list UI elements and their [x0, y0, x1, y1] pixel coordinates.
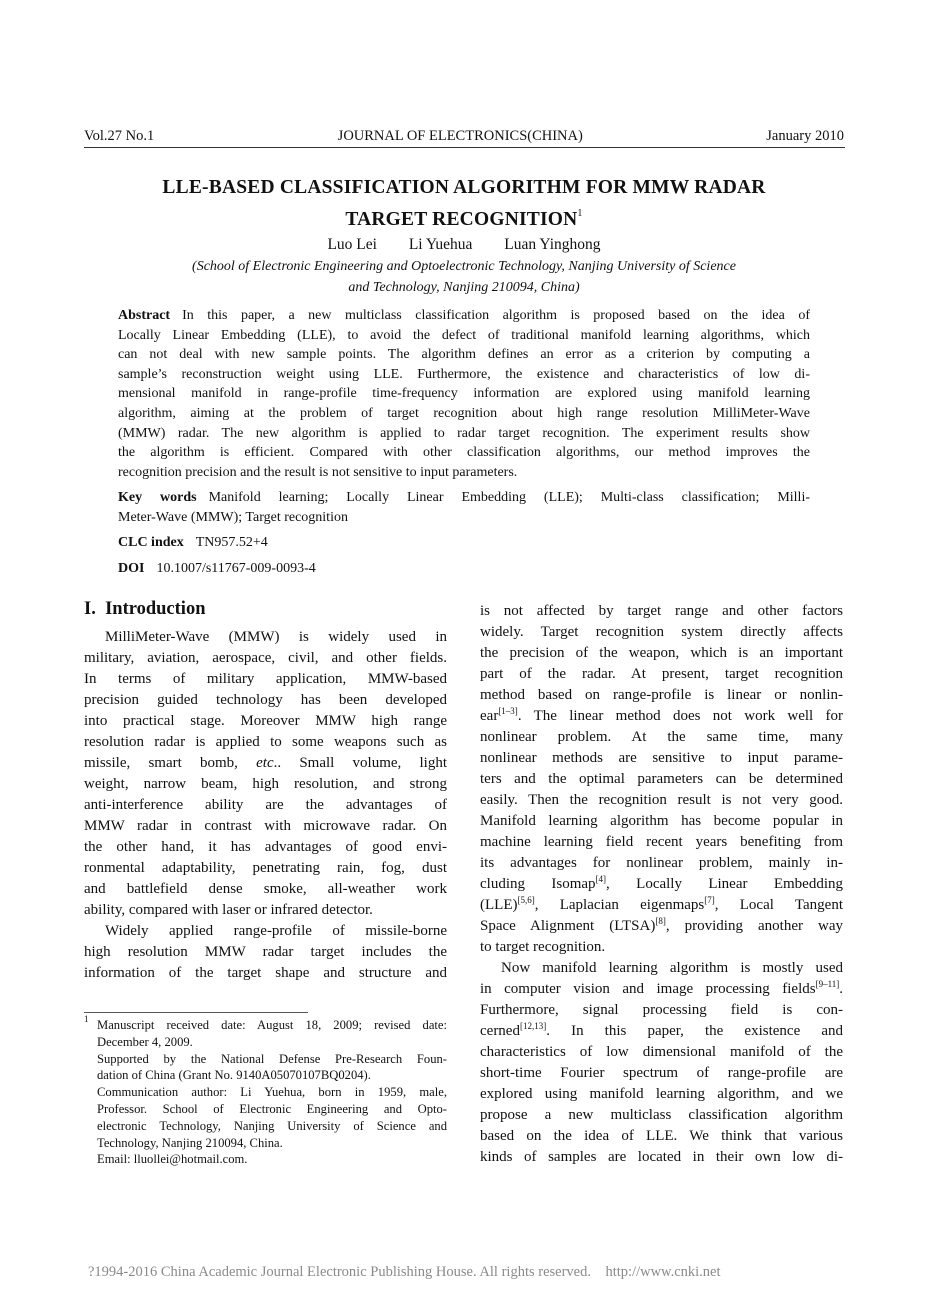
text: ear [480, 708, 499, 724]
text-line [480, 979, 843, 1000]
keywords-line [118, 488, 810, 508]
footnote-line: Professor. School of Electronic Engineering and Opto- [97, 1101, 447, 1116]
footnote-line: Manuscript received date: August 18, 2009; revised date: [97, 1018, 447, 1032]
paragraph [480, 601, 843, 958]
text-line: resolution radar is applied to some weapons such as [84, 734, 447, 750]
left-column [84, 627, 447, 984]
doi-value: 10.1007/s11767-009-0093-4 [156, 561, 316, 576]
footnote-mark: 1 [84, 1014, 89, 1024]
text-line: into practical stage. Moreover MMW high range [84, 713, 447, 729]
text: Space Alignment (LTSA) [480, 918, 656, 934]
citation: [4] [595, 874, 607, 884]
text-line [480, 895, 843, 916]
text-line: part of the radar. At present, target recognition [480, 666, 843, 682]
text-line: characteristics of low dimensional manifold of the [480, 1044, 843, 1060]
text: .. Small volume, light [273, 755, 447, 771]
paragraph [84, 627, 447, 921]
clc-index [118, 535, 268, 551]
title-text: TARGET RECOGNITION [345, 209, 578, 230]
clc-value: TN957.52+4 [195, 535, 268, 550]
citation: [8] [655, 916, 666, 926]
issue-date: January 2010 [766, 128, 844, 144]
text-line: its advantages for nonlinear problem, mainly in- [480, 855, 843, 871]
text-line: widely. Target recognition system directly affects [480, 624, 843, 640]
text-line: and battlefield dense smoke, all-weather work [84, 881, 447, 897]
keywords [118, 488, 810, 528]
paragraph [480, 958, 843, 1168]
doi [118, 561, 316, 577]
footnote-line: Communication author: Li Yuehua, born in 1959, male, [97, 1085, 447, 1100]
text: . The linear method does not work well for [517, 708, 843, 724]
abstract-line: algorithm, aiming at the problem of target recognition about high range resolution MilliMeter-Wave [118, 405, 810, 421]
text-line: high resolution MMW radar target includes the [84, 944, 447, 960]
text-line: ters and the optimal parameters can be determined [480, 771, 843, 787]
text-line: short-time Fourier spectrum of range-profile are [480, 1065, 843, 1081]
text-line: information of the target shape and structure and [84, 965, 447, 981]
text-line: to target recognition. [480, 939, 606, 955]
doi-label: DOI [118, 561, 145, 576]
text-line: MMW radar in contrast with microwave radar. On [84, 818, 447, 834]
citation: [12,13] [519, 1021, 547, 1031]
header-rule [84, 147, 845, 148]
text: cluding Isomap [480, 876, 596, 892]
text-line [480, 916, 843, 937]
text: Manifold learning; Locally Linear Embedding (LLE); Multi-class classification; Milli- [208, 490, 810, 505]
text: missile, smart bomb, [84, 755, 257, 771]
text: , Locally Linear Embedding [606, 876, 843, 892]
citation: [7] [704, 895, 715, 905]
abstract-line: can not deal with new sample points. The algorithm defines an error as a criterion by computing a [118, 347, 810, 363]
keywords-line: Meter-Wave (MMW); Target recognition [118, 510, 348, 525]
text: , providing another way [665, 918, 843, 934]
text-line: ronmental adaptability, penetrating rain, fog, dust [84, 860, 447, 876]
footnote-line: Technology, Nanjing 210094, China. [97, 1135, 283, 1150]
paragraph [84, 921, 447, 984]
text-line: based on the idea of LLE. We think that various [480, 1128, 843, 1144]
text: cerned [480, 1023, 520, 1039]
footnote-line: December 4, 2009. [97, 1034, 193, 1049]
text-line: machine learning field recent years benefiting from [480, 834, 843, 850]
text-line: anti-interference ability are the advantages of [84, 797, 447, 813]
footnote-rule [84, 1012, 308, 1013]
text-line: is not affected by target range and other factors [480, 603, 843, 619]
text: , Local Tangent [714, 897, 843, 913]
authors [84, 236, 844, 254]
right-column [480, 601, 843, 1168]
text-line: precision guided technology has been developed [84, 692, 447, 708]
title-line-2 [84, 201, 844, 233]
affiliation-line-2: and Technology, Nanjing 210094, China) [348, 280, 580, 295]
author: Luo Lei [327, 236, 377, 253]
text-line: nonlinear problem. At the same time, many [480, 729, 843, 745]
text-line: In terms of military application, MMW-based [84, 671, 447, 687]
text-line: MilliMeter-Wave (MMW) is widely used in [105, 629, 447, 645]
title-line-1: LLE-BASED CLASSIFICATION ALGORITHM FOR MMW RADAR [162, 177, 766, 198]
abstract-line: Locally Linear Embedding (LLE), to avoid the defect of traditional manifold learning algorithms, which [118, 327, 810, 343]
section-heading: I. Introduction [84, 599, 206, 619]
italic-text: etc [256, 755, 274, 771]
footnote-line: Email: lluollei@hotmail.com. [97, 1152, 248, 1167]
text-line: easily. Then the recognition result is not very good. [480, 792, 843, 808]
text: . In this paper, the existence and [546, 1023, 843, 1039]
text-line: kinds of samples are located in their own low di- [480, 1149, 843, 1165]
text-line [84, 753, 447, 774]
text: , Laplacian eigenmaps [534, 897, 705, 913]
affiliation-line-1: (School of Electronic Engineering and Optoelectronic Technology, Nanjing University of Science [192, 259, 736, 274]
author: Luan Yinghong [504, 236, 601, 253]
footnote-mark: 1 [577, 208, 583, 219]
copyright-text: ?1994-2016 China Academic Journal Electronic Publishing House. All rights reserved. [88, 1264, 591, 1280]
text: . [839, 981, 843, 997]
text: in computer vision and image processing fields [480, 981, 816, 997]
text-line [480, 874, 843, 895]
keywords-label: Key words [118, 490, 197, 505]
text-line [480, 706, 843, 727]
abstract-line [118, 306, 810, 326]
footnote [84, 1014, 447, 1168]
text-line: the precision of the weapon, which is an important [480, 645, 843, 661]
text-line: the other hand, it has advantages of good envi- [84, 839, 447, 855]
citation: [5,6] [517, 895, 535, 905]
journal-name: JOURNAL OF ELECTRONICS(CHINA) [337, 128, 583, 144]
text: In this paper, a new multiclass classification algorithm is proposed based on the idea of [182, 308, 810, 323]
text-line: Widely applied range-profile of missile-borne [105, 923, 447, 939]
text-line: explored using manifold learning algorithm, and we [480, 1086, 843, 1102]
abstract-line: mensional manifold in range-profile time-frequency information are explored using manifold learning [118, 386, 810, 402]
abstract-line: recognition precision and the result is not sensitive to input parameters. [118, 464, 518, 480]
text-line: Manifold learning algorithm has become popular in [480, 813, 843, 829]
citation: [9–11] [815, 979, 840, 989]
text-line: propose a new multiclass classification algorithm [480, 1107, 843, 1123]
abstract [118, 306, 810, 482]
paper-title [84, 175, 844, 233]
text-line: weight, narrow beam, high resolution, and strong [84, 776, 447, 792]
copyright-footer [88, 1264, 721, 1281]
abstract-line: the algorithm is efficient. Compared with other classification algorithms, our method improves the [118, 445, 810, 461]
text-line: ability, compared with laser or infrared detector. [84, 902, 373, 918]
clc-label: CLC index [118, 535, 184, 550]
running-header [84, 128, 844, 145]
footnote-line: electronic Technology, Nanjing University of Science and [97, 1118, 447, 1133]
citation: [1–3] [498, 706, 518, 716]
volume-issue: Vol.27 No.1 [84, 128, 155, 144]
abstract-line: sample’s reconstruction weight using LLE. Furthermore, the existence and characteristics of low di- [118, 366, 810, 382]
abstract-label: Abstract [118, 308, 171, 323]
text-line: Furthermore, signal processing field is con- [480, 1002, 843, 1018]
text-line [480, 1021, 843, 1042]
footnote-line: dation of China (Grant No. 9140A05070107BQ0204). [97, 1068, 371, 1083]
text-line: Now manifold learning algorithm is mostly used [501, 960, 843, 976]
footer-url[interactable]: http://www.cnki.net [605, 1264, 721, 1280]
text-line: nonlinear methods are sensitive to input parame- [480, 750, 843, 766]
text: (LLE) [480, 897, 518, 913]
author: Li Yuehua [408, 236, 473, 253]
footnote-line: Supported by the National Defense Pre-Research Foun- [97, 1051, 447, 1066]
text-line: military, aviation, aerospace, civil, and other fields. [84, 650, 447, 666]
abstract-line: (MMW) radar. The new algorithm is applied to radar target recognition. The experiment results show [118, 425, 810, 441]
text-line: method based on range-profile is linear or nonlin- [480, 687, 843, 703]
